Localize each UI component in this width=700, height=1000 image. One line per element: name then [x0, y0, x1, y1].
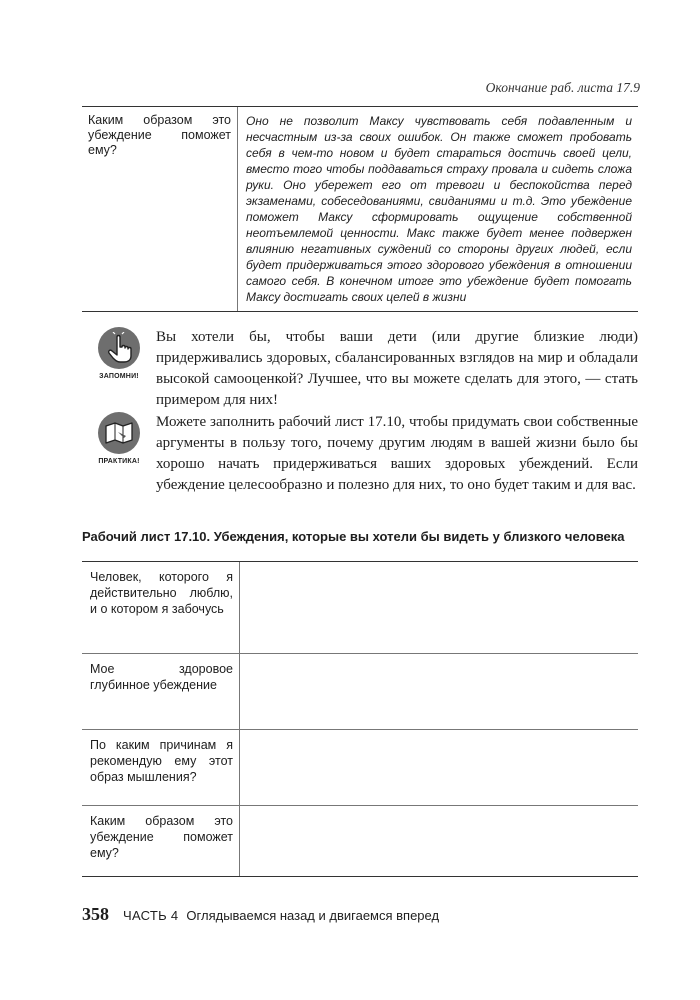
- practice-note: [82, 412, 638, 496]
- table-row: [82, 654, 638, 730]
- table-row: [82, 730, 638, 806]
- chapter-title: Оглядываемся назад и двигаемся вперед: [186, 908, 440, 923]
- table-row: [82, 806, 638, 877]
- table-row: [82, 562, 638, 654]
- page-number: 358: [82, 904, 109, 924]
- table-answer-cell[interactable]: [240, 562, 638, 653]
- practice-text: Можете заполнить рабочий лист 17.10, чтобы придумать свои собственные аргументы в пользу того, почему другим людям в вашей жизни было бы хорошо начать придерживаться ваших здоровых убеждений. Если убеждение целесообразно и полезно для них, то оно будет таким и для вас.: [156, 414, 638, 493]
- table-question-cell: По каким причинам я рекомендую ему этот образ мышления?: [82, 730, 240, 805]
- part-label: ЧАСТЬ 4: [123, 908, 179, 923]
- page-footer: [82, 904, 439, 925]
- table-question-cell: Мое здоровое глубинное убеждение: [82, 654, 240, 729]
- table-answer-cell[interactable]: [240, 730, 638, 805]
- remember-text: Вы хотели бы, чтобы ваши дети (или другие близкие люди) придерживались здоровых, сбалансированных взглядов на мир и обладали высокой самооценкой? Лучшее, что вы можете сделать для этого, — стать примером для них!: [156, 329, 638, 408]
- worksheet-17-10-table: [82, 561, 638, 877]
- table-answer-cell[interactable]: [240, 654, 638, 729]
- table-question-cell: Каким образом это убеждение поможет ему?: [82, 107, 238, 311]
- remember-label: ЗАПОМНИ!: [99, 373, 139, 380]
- worksheet-17-10-title: Рабочий лист 17.10. Убеждения, которые вы хотели бы видеть у близкого человека: [82, 529, 625, 544]
- practice-icon-block: [82, 412, 156, 496]
- map-hand-icon: [98, 412, 140, 454]
- remember-icon-block: [82, 327, 156, 411]
- remember-note: [82, 327, 638, 411]
- table-answer-cell[interactable]: [240, 806, 638, 876]
- table-question-cell: Человек, которого я действительно люблю, и о котором я забочусь: [82, 562, 240, 653]
- table-answer-cell: Оно не позволит Максу чувствовать себя подавленным и несчастным из-за своих ошибок. Он также сможет пробовать себя в чем-то новом и будет стараться достичь своей цели, вместо того чтобы поддаваться страху провала и сидеть сложа руки. Оно убережет его от тревоги и беспокойства перед экзаменами, собеседованиями, свиданиями и т.д. Это убеждение поможет Максу сформировать ощущение собственной неотъемлемой ценности. Макс также будет менее подвержен влиянию негативных суждений со стороны других людей, если будет придерживаться этого здорового убеждения в отношении самого себя. В конечном итоге это убеждение будет помогать Максу достигать своих целей в жизни: [246, 114, 632, 304]
- practice-label: ПРАКТИКА!: [98, 458, 140, 465]
- continuation-label: Окончание раб. листа 17.9: [485, 80, 640, 95]
- table-question-cell: Каким образом это убеждение поможет ему?: [82, 806, 240, 876]
- worksheet-17-9-end-table: [82, 106, 638, 312]
- pointing-hand-icon: [98, 327, 140, 369]
